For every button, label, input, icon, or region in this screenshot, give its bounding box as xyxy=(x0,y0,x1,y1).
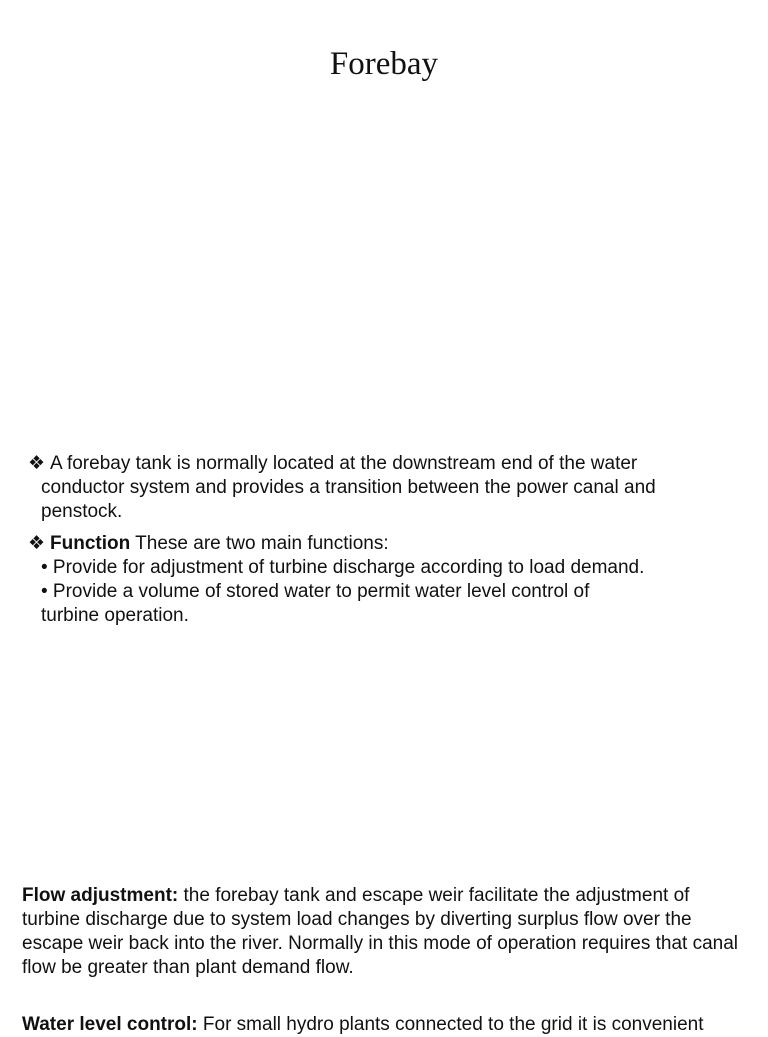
flow-adjustment-text: the forebay tank and escape weir facilitate the adjustment of turbine discharge due to system load changes by diverting surplus flow over the escape weir back into the river. Normally in this mode of operation requires that canal flow be greater than plant demand flow. xyxy=(22,885,739,978)
bullet-list xyxy=(28,452,748,636)
diamond-bullet-icon: ❖ xyxy=(28,453,46,474)
function-intro: These are two main functions: xyxy=(130,533,389,554)
bullet-text: conductor system and provides a transition between the power canal and xyxy=(41,477,656,498)
flow-adjustment-label: Flow adjustment: xyxy=(22,885,179,906)
page-title: Forebay xyxy=(329,46,439,82)
bullet-text: A forebay tank is normally located at the downstream end of the water xyxy=(50,453,638,474)
function-label: Function xyxy=(50,533,131,554)
bullet-text: penstock. xyxy=(41,501,123,522)
sub-bullet-text: turbine operation. xyxy=(41,605,189,626)
bullet-item-location xyxy=(28,452,748,524)
water-level-control-label: Water level control: xyxy=(22,1014,198,1035)
bullet-line xyxy=(28,532,748,556)
water-level-control-text: For small hydro plants connected to the grid it is convenient xyxy=(197,1014,704,1035)
sub-bullet-text: • Provide for adjustment of turbine discharge according to load demand. xyxy=(41,557,645,578)
flow-adjustment-paragraph xyxy=(22,884,748,980)
bullet-item-function xyxy=(28,532,748,628)
bullet-line xyxy=(28,452,748,476)
water-level-control-paragraph xyxy=(22,1013,762,1037)
diamond-bullet-icon: ❖ xyxy=(28,533,46,554)
sub-bullet-text: • Provide a volume of stored water to permit water level control of xyxy=(41,581,590,602)
